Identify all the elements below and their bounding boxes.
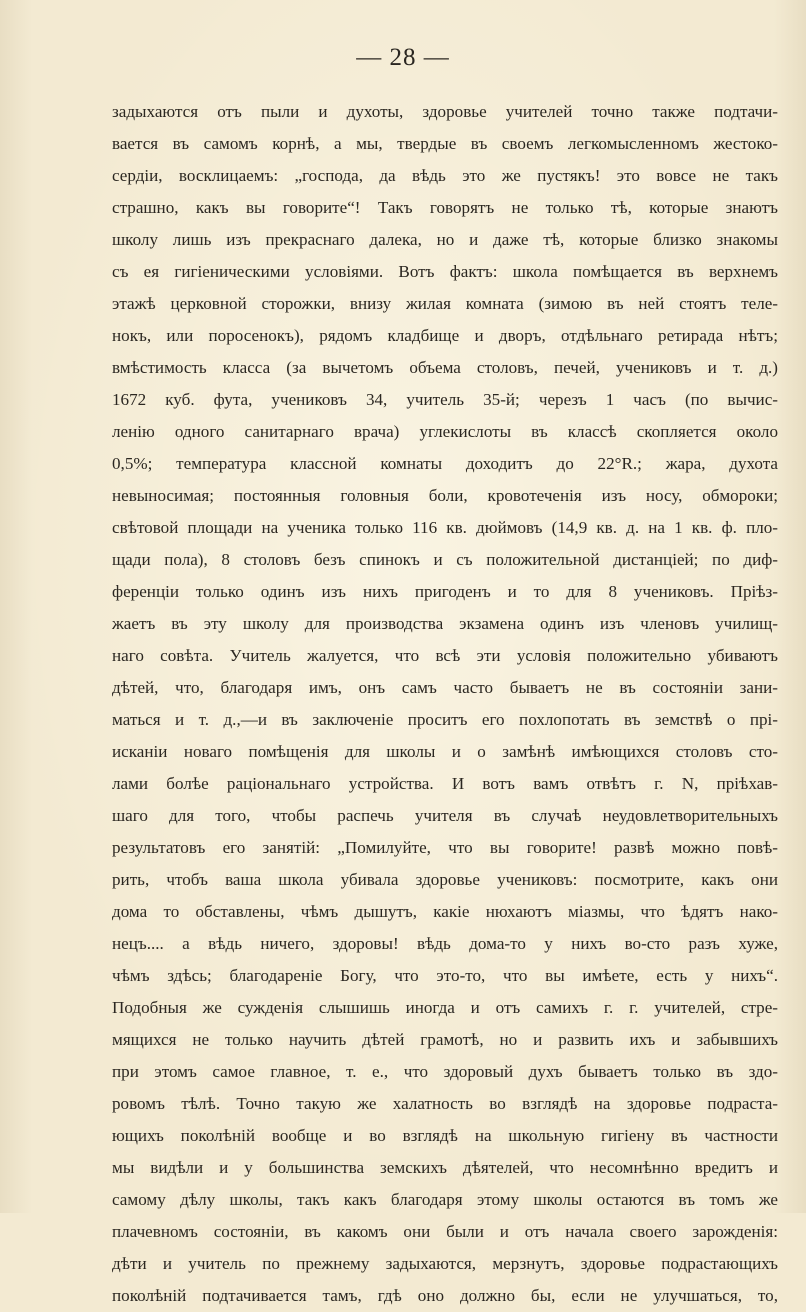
text-line: рить, чтобъ ваша школа убивала здоровье учениковъ: посмотрите, какъ они <box>112 870 778 889</box>
text-line: 0,5%; температура классной комнаты доходитъ до 22°R.; жара, духота <box>112 454 778 473</box>
text-line: мы видѣли и у большинства земскихъ дѣятелей, что несомнѣнно вредитъ и <box>112 1158 778 1177</box>
text-line: Подобныя же сужденія слышишь иногда и отъ самихъ г. г. учителей, стре- <box>112 998 778 1017</box>
text-line: результатовъ его занятій: „Помилуйте, что вы говорите! развѣ можно повѣ- <box>112 838 778 857</box>
text-line: ференціи только одинъ изъ нихъ пригоденъ и то для 8 учениковъ. Пріѣз- <box>112 582 778 601</box>
page-number: — 28 — <box>356 44 450 71</box>
text-line: дѣтей, что, благодаря имъ, онъ самъ часто бываетъ не въ состояніи зани- <box>112 678 778 697</box>
text-line: этажѣ церковной сторожки, внизу жилая комната (зимою въ ней стоятъ теле- <box>112 294 778 313</box>
text-line: щади пола), 8 столовъ безъ спинокъ и съ положительной дистанціей; по диф- <box>112 550 778 569</box>
text-line: ровомъ тѣлѣ. Точно такую же халатность во взглядѣ на здоровье подраста- <box>112 1094 778 1113</box>
text-line: ющихъ поколѣній вообще и во взглядѣ на школьную гигіену въ частности <box>112 1126 778 1145</box>
text-line: при этомъ самое главное, т. е., что здоровый духъ бываетъ только въ здо- <box>112 1062 778 1081</box>
text-line: наго совѣта. Учитель жалуется, что всѣ эти условія положительно убиваютъ <box>112 646 778 665</box>
text-line: исканіи новаго помѣщенія для школы и о замѣнѣ имѣющихся столовъ сто- <box>112 742 778 761</box>
text-line: лами болѣе раціональнаго устройства. И вотъ вамъ отвѣтъ г. N, пріѣхав- <box>112 774 778 793</box>
text-line: съ ея гигіеническими условіями. Вотъ фактъ: школа помѣщается въ верхнемъ <box>112 262 778 281</box>
text-line: мящихся не только научить дѣтей грамотѣ, но и развить ихъ и забывшихъ <box>112 1030 778 1049</box>
text-line: дома то обставлены, чѣмъ дышутъ, какіе нюхаютъ міазмы, что ѣдятъ нако- <box>112 902 778 921</box>
text-line: вмѣстимость класса (за вычетомъ объема столовъ, печей, учениковъ и т. д.) <box>112 358 778 377</box>
text-line: свѣтовой площади на ученика только 116 кв. дюймовъ (14,9 кв. д. на 1 кв. ф. пло- <box>112 518 778 537</box>
text-line: 1672 куб. фута, учениковъ 34, учитель 35-й; черезъ 1 часъ (по вычис- <box>112 390 778 409</box>
text-line: страшно, какъ вы говорите“! Такъ говорятъ не только тѣ, которые знаютъ <box>112 198 778 217</box>
text-line: самому дѣлу школы, такъ какъ благодаря этому школы остаются въ томъ же <box>112 1190 778 1209</box>
text-line: нокъ, или поросенокъ), рядомъ кладбище и дворъ, отдѣльнаго ретирада нѣтъ; <box>112 326 778 345</box>
text-line: нецъ.... а вѣдь ничего, здоровы! вѣдь дома-то у нихъ во-сто разъ хуже, <box>112 934 778 953</box>
text-line: невыносимая; постоянныя головныя боли, кровотеченія изъ носу, обмороки; <box>112 486 778 505</box>
text-line: школу лишь изъ прекраснаго далека, но и даже тѣ, которые близко знакомы <box>112 230 778 249</box>
text-line: ленію одного санитарнаго врача) углекислоты въ классѣ скопляется около <box>112 422 778 441</box>
text-line: плачевномъ состояніи, въ какомъ они были и отъ начала своего зарожденія: <box>112 1222 778 1241</box>
text-line: шаго для того, чтобы распечь учителя въ случаѣ неудовлетворительныхъ <box>112 806 778 825</box>
text-line: маться и т. д.,—и въ заключеніе проситъ его похлопотать въ земствѣ о прі- <box>112 710 778 729</box>
text-line: чѣмъ здѣсь; благодареніе Богу, что это-то, что вы имѣете, есть у нихъ“. <box>112 966 778 985</box>
text-line: поколѣній подтачивается тамъ, гдѣ оно должно бы, если не улучшаться, то, <box>112 1286 778 1305</box>
text-line: вается въ самомъ корнѣ, а мы, твердые въ своемъ легкомысленномъ жестоко- <box>112 134 778 153</box>
text-line: сердіи, восклицаемъ: „господа, да вѣдь это же пустякъ! это вовсе не такъ <box>112 166 778 185</box>
text-line: задыхаются отъ пыли и духоты, здоровье учителей точно также подтачи- <box>112 102 778 121</box>
text-line: дѣти и учитель по прежнему задыхаются, мерзнутъ, здоровье подрастающихъ <box>112 1254 778 1273</box>
body-text <box>112 96 778 1312</box>
text-line: жаетъ въ эту школу для производства экзамена одинъ изъ членовъ училищ- <box>112 614 778 633</box>
